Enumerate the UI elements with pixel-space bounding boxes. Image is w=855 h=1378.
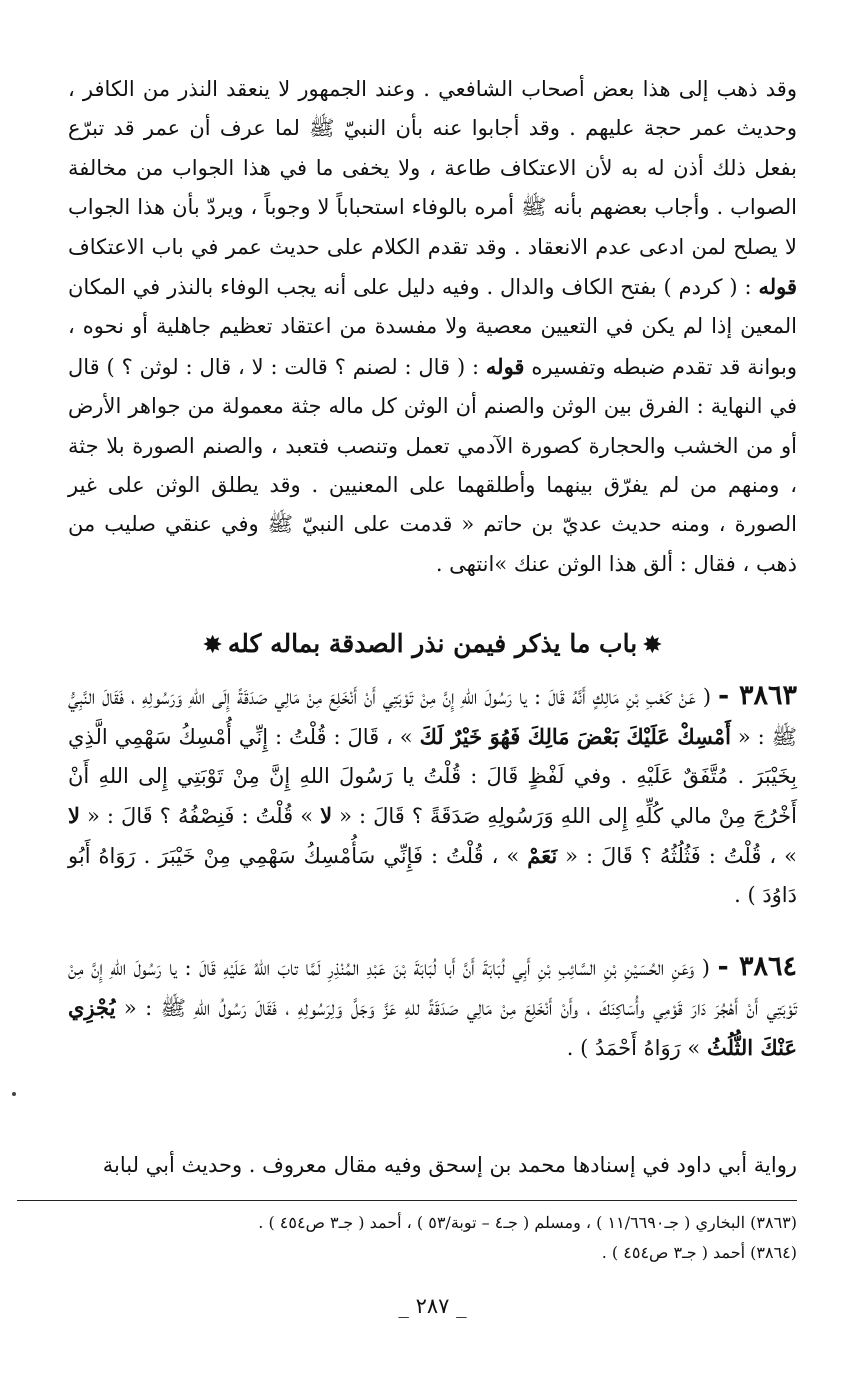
commentary-text-3: ( قال : لصنم ؟ قالت : لا ، قال : لوثن ؟ ) قال في النهاية : الفرق بين الوثن والصنم أن الوثن كل ماله جثة معمولة من جواهر الأرض أو من الخشب والحجارة كصورة الآدمي تعمل وتنصب فتعبد ، والصنم الصورة بلا جثة ، ومنهم من لم يفرّق بينهما وأطلقهما على المعنيين . وقد يطلق الوثن على غير الصورة ، ومنه حديث عديّ بن حاتم « قدمت على النبيّ ﷺ وفي عنقي صليب من ذهب ، فقال : ألق هذا الوثن عنك »انتهى . bbox=[68, 354, 797, 576]
scan-speck bbox=[12, 1092, 16, 1096]
star-ornament-icon: ✸ bbox=[203, 632, 222, 658]
hadith-3863 bbox=[68, 676, 797, 915]
hadith-text: » ، قَالَ : قُلْتُ : إِنِّي أُمْسِكُ سَهْمِي الَّذِي بِخَيْبَرَ . مُتَّفَقٌ عَلَيْهِ . وفي لَفْظٍ قَالَ : قُلْتُ يا رَسُولَ اللهِ إِنَّ مِنْ تَوْبَتِي إِلى اللهِ أَنْ أَخْرُجَ مِنْ مالي كُلِّهِ إِلى اللهِ وَرَسُولِهِ صَدَقَةً ؟ قَالَ : « bbox=[68, 725, 797, 828]
hadith-text: » ، قُلْتُ : فَإِنِّي سَأُمْسِكُ سَهْمِي مِنْ خَيْبَرَ . رَوَاهُ أَبُو دَاوُدَ ) . bbox=[68, 844, 797, 907]
star-ornament-icon: ✸ bbox=[643, 632, 662, 658]
book-page bbox=[68, 0, 797, 1378]
hadith-bold-phrase: أَمْسِكْ عَلَيْكَ بَعْضَ مَالِكَ فَهُوَ خَيْرٌ لَكَ bbox=[419, 724, 731, 749]
commentary-continuation: رواية أبي داود في إسنادها محمد بن إسحق وفيه مقال معروف . وحديث أبي لبابة bbox=[102, 1153, 797, 1177]
footnote-3863: (٣٨٦٣) البخاري ( جـ١١/٦٦٩٠ ) ، ومسلم ( جـ٤ – توبة/٥٣ ) ، أحمد ( جـ٣ ص٤٥٤ ) . bbox=[258, 1213, 797, 1232]
hadith-bold-phrase: نَعَمْ bbox=[527, 843, 558, 868]
commentary-section bbox=[68, 70, 797, 584]
hadith-bold-phrase: لا bbox=[320, 803, 333, 828]
page-number: _ ٢٨٧ _ bbox=[398, 1294, 467, 1318]
footnotes bbox=[68, 1208, 797, 1268]
commentary-text-2: ( كردم ) بفتح الكاف والدال . وفيه دليل على أنه يجب الوفاء بالنذر في المكان المعين إذا لم يكن في التعيين معصية ولا مفسدة من اعتقاد تعظيم جاهلية أو نحوه ، وبوانة قد تقدم ضبطه وتفسيره bbox=[68, 275, 797, 379]
hadith-text: ( وَعَنِ الحُسَيْنِ بْنِ السَّائِبِ بْنِ أَبِي لُبَابَةَ أَنَّ أَبا لُبَابَةَ بْنَ عَبْدِ المُنْذِرِ لَمَّا تابَ اللهُ عَلَيْهِ قَالَ : يا رَسُولَ اللهِ إِنَّ مِنْ تَوْبَتِي أَنْ أَهْجُرَ دَارَ قَوْمِي وأُسَاكِنَكَ ، وأَنْ أَنْخَلِعَ مِنْ مَالِي صَدَقَةً للهِ عَزَّ وَجَلَّ وَلِرَسُولِهِ ، فَقَالَ رَسُولُ اللهِ ﷺ : « bbox=[68, 956, 797, 1020]
keyword-qawluhu: قوله bbox=[485, 353, 525, 379]
hadith-text: » ، قُلْتُ : فَثُلُثُهُ ؟ قَالَ : « bbox=[565, 844, 797, 868]
hadith-bold-phrase: يُجْزِي عَنْكَ الثُّلُثُ bbox=[68, 995, 797, 1060]
hadith-bold-phrase: لا bbox=[68, 803, 80, 828]
hadith-text: ( عَنْ كَعْبِ بْنِ مَالِكٍ أَنَّهُ قَالَ : يا رَسُولَ اللهِ إِنَّ مِنْ تَوْبَتِي أَنْ أَنْخَلِعَ مِنْ مَالِي صَدَقَةً إِلَى اللهِ وَرَسُولِهِ ، فَقَالَ النَّبِيُّ ﷺ : « bbox=[68, 685, 797, 749]
keyword-qawluhu: قوله bbox=[758, 274, 797, 300]
hadith-number: ٣٨٦٣ - bbox=[718, 680, 797, 711]
chapter-heading bbox=[68, 624, 797, 665]
hadith-3864 bbox=[68, 947, 797, 1068]
commentary-paragraph: وقد ذهب إلى هذا بعض أصحاب الشافعي . وعند الجمهور لا ينعقد النذر من الكافر ، وحديث عمر حجة عليهم . وقد أجابوا عنه بأن النبيّ ﷺ لما عرف أن عمر قد تبرّع بفعل ذلك أذن له به لأن الاعتكاف طاعة ، ولا يخفى ما في هذا الجواب من مخالفة الصواب . وأجاب بعضهم بأنه ﷺ أمره بالوفاء استحباباً لا وجوباً ، ويردّ بأن هذا الجواب لا يصلح لمن ادعى عدم الانعقاد . وقد تقدم الكلام على حديث عمر في باب الاعتكاف قوله : ( كردم ) بفتح الكاف والدال . وفيه دليل على أنه يجب الوفاء بالنذر في المكان المعين إذا لم يكن في التعيين معصية ولا مفسدة من اعتقاد تعظيم جاهلية أو نحوه ، وبوانة قد تقدم ضبطه وتفسيره قوله : ( قال : لصنم ؟ قالت : لا ، قال : لوثن ؟ ) قال في النهاية : الفرق بين الوثن والصنم أن الوثن كل ماله جثة معمولة من جواهر الأرض أو من الخشب والحجارة كصورة الآدمي تعمل وتنصب فتعبد ، والصنم الصورة بلا جثة ، ومنهم من لم يفرّق بينهما وأطلقهما على المعنيين . وقد يطلق الوثن على غير الصورة ، ومنه حديث عديّ بن حاتم « قدمت على النبيّ ﷺ وفي عنقي صليب من ذهب ، فقال : ألق هذا الوثن عنك »انتهى . bbox=[68, 77, 797, 576]
commentary-text-1: وقد ذهب إلى هذا بعض أصحاب الشافعي . وعند الجمهور لا ينعقد النذر من الكافر ، وحديث عمر حجة عليهم . وقد أجابوا عنه بأن النبيّ ﷺ لما عرف أن عمر قد تبرّع بفعل ذلك أذن له به لأن الاعتكاف طاعة ، ولا يخفى ما في هذا الجواب من مخالفة الصواب . وأجاب بعضهم بأنه ﷺ أمره بالوفاء استحباباً لا وجوباً ، ويردّ بأن هذا الجواب لا يصلح لمن ادعى عدم الانعقاد . وقد تقدم الكلام على حديث عمر في باب الاعتكاف bbox=[68, 77, 797, 259]
footnote-divider bbox=[17, 1200, 797, 1201]
chapter-title-text: باب ما يذكر فيمن نذر الصدقة بماله كله bbox=[227, 629, 638, 658]
hadith-text: » قُلْتُ : فَنِصْفُهُ ؟ قَالَ : « bbox=[87, 804, 314, 828]
footnote-3864: (٣٨٦٤) أحمد ( جـ٣ ص٤٥٤ ) . bbox=[601, 1243, 797, 1262]
hadith-text: » رَوَاهُ أَحْمَدُ ) . bbox=[566, 1036, 701, 1060]
hadith-number: ٣٨٦٤ - bbox=[717, 951, 797, 982]
